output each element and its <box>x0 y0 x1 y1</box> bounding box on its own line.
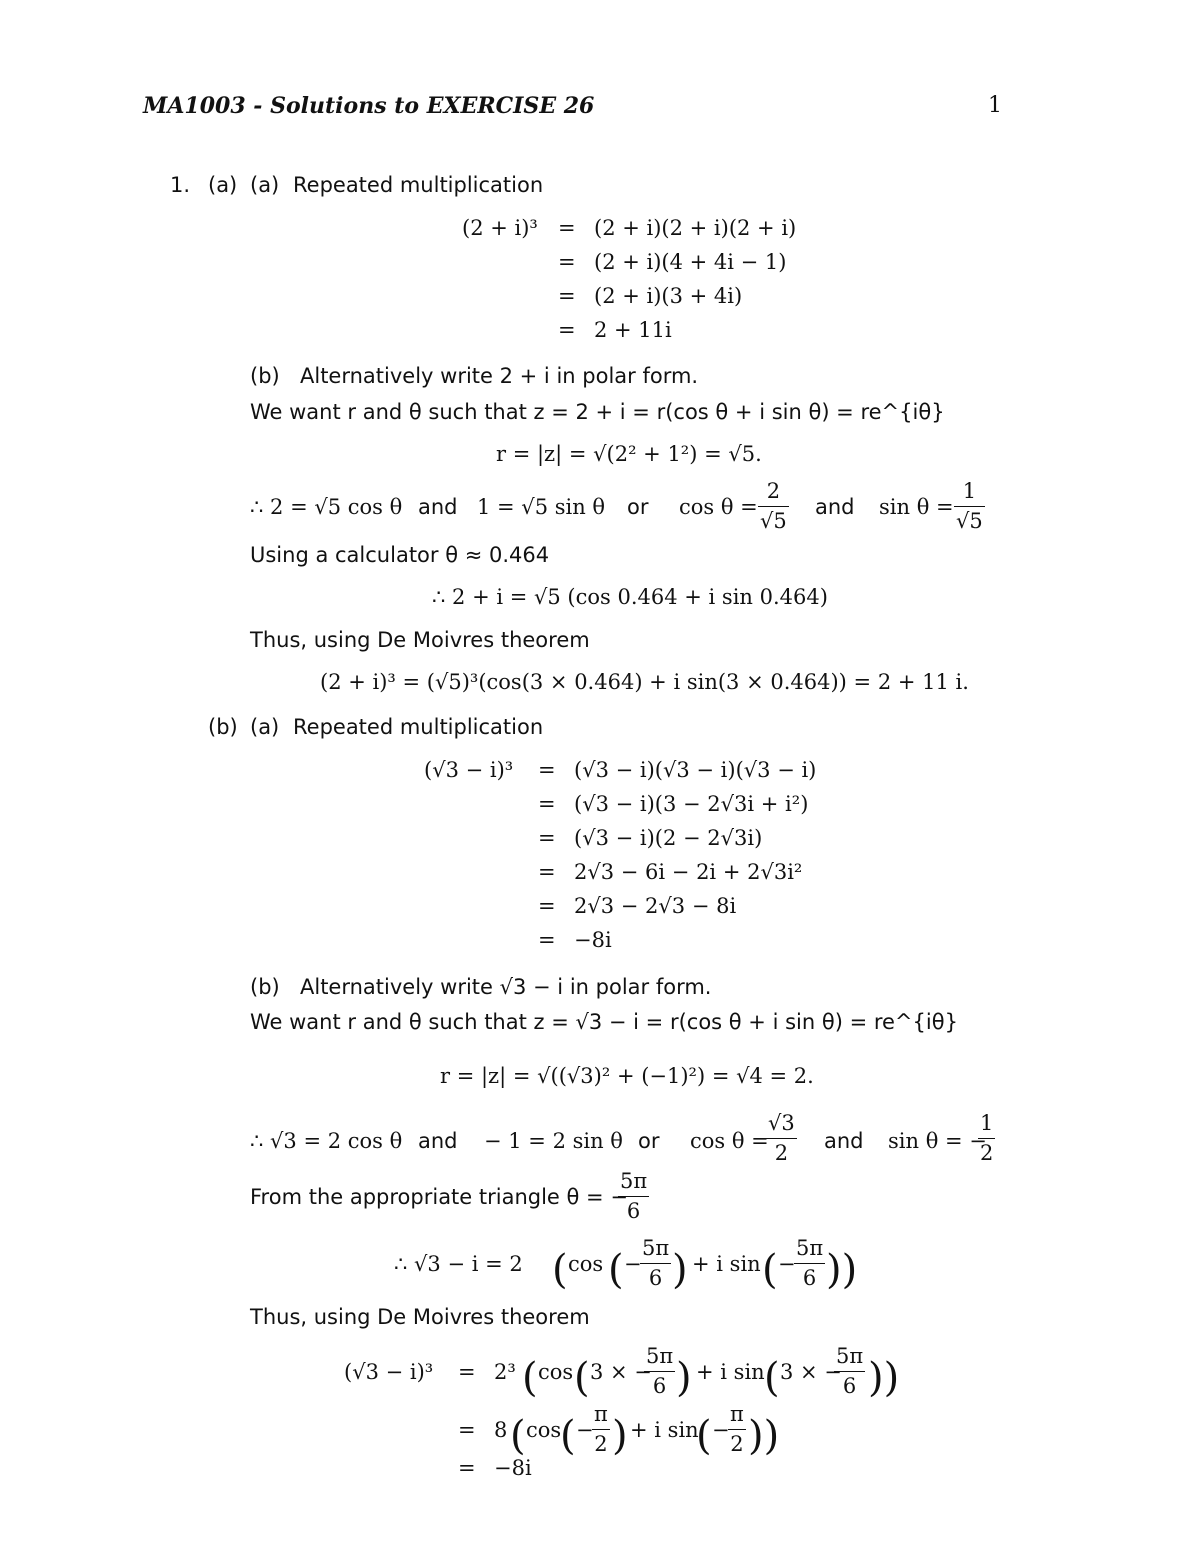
polar-prefix: ∴ √3 − i = 2 <box>394 1252 523 1276</box>
fraction-numerator: √3 <box>766 1112 797 1139</box>
sin-lhs: sin θ = − <box>888 1129 987 1153</box>
angle-fraction <box>794 1237 825 1290</box>
part-b-sub-a-label: (a) <box>250 715 280 739</box>
fraction-numerator: 2 <box>758 480 789 507</box>
fraction-numerator: π <box>728 1403 746 1430</box>
big-paren: )) <box>748 1413 780 1459</box>
sin-lhs: sin θ = <box>879 495 954 519</box>
big-paren: )) <box>826 1247 858 1293</box>
big-paren: ) <box>672 1247 688 1293</box>
eq-rel: = <box>558 216 576 240</box>
part-a-label: (a) <box>208 173 238 197</box>
cos-word: cos <box>568 1252 604 1276</box>
final-row3: −8i <box>494 1456 532 1480</box>
eq-rhs: (2 + i)(3 + 4i) <box>594 284 743 308</box>
fraction-denominator: √5 <box>956 509 983 534</box>
final-lhs: (√3 − i)³ <box>344 1360 434 1384</box>
minus-sign: − <box>624 1252 642 1276</box>
or-word: or <box>638 1129 660 1153</box>
angle-fraction <box>834 1345 865 1398</box>
cos-word: cos <box>526 1418 562 1442</box>
big-paren: ( <box>522 1355 538 1401</box>
eq-rel: = <box>538 758 556 782</box>
cos-fraction <box>766 1112 797 1165</box>
eq-lhs: (√3 − i)³ <box>424 758 514 782</box>
minus-sign: − <box>576 1418 594 1442</box>
cos-word: cos <box>538 1360 574 1384</box>
part-a-sub-b-label: (b) <box>250 364 280 388</box>
want-line: We want r and θ such that z = 2 + i = r(cos θ + i sin θ) = re^{iθ} <box>250 400 945 424</box>
eq-rhs: 2√3 − 6i − 2i + 2√3i² <box>574 860 803 884</box>
polar-form-line: ∴ 2 + i = √5 (cos 0.464 + i sin 0.464) <box>432 585 828 609</box>
calculator-line: Using a calculator θ ≈ 0.464 <box>250 543 550 567</box>
fraction-numerator: 5π <box>794 1237 825 1264</box>
eq-rel: = <box>538 860 556 884</box>
eq-rel: = <box>458 1418 476 1442</box>
big-paren: ( <box>696 1413 712 1459</box>
eq-rel: = <box>558 250 576 274</box>
i-sin-word: + i sin <box>630 1418 699 1442</box>
de-moivre-result: (2 + i)³ = (√5)³(cos(3 × 0.464) + i sin(3 × 0.464)) = 2 + 11 i. <box>320 670 969 694</box>
fraction-numerator: 1 <box>954 480 985 507</box>
final-row1-pre: 2³ <box>494 1360 516 1384</box>
sin-eq: 1 = √5 sin θ <box>477 495 606 519</box>
fraction-numerator: 5π <box>644 1345 675 1372</box>
and-word: and <box>815 495 855 519</box>
question-number: 1. <box>170 173 191 197</box>
cos-fraction <box>758 480 789 533</box>
fraction-numerator: 5π <box>618 1170 649 1197</box>
eq-rhs: (2 + i)(4 + 4i − 1) <box>594 250 787 274</box>
part-a-sub-a-label: (a) <box>250 173 280 197</box>
minus-sign: − <box>712 1418 730 1442</box>
sin-fraction <box>978 1112 995 1165</box>
and-word: and <box>418 495 458 519</box>
de-moivre-intro: Thus, using De Moivres theorem <box>250 628 590 652</box>
want-line: We want r and θ such that z = √3 − i = r(cos θ + i sin θ) = re^{iθ} <box>250 1010 958 1034</box>
final-row2-pre: 8 <box>494 1418 508 1442</box>
minus-sign: − <box>778 1252 796 1276</box>
eq-rhs: (√3 − i)(3 − 2√3i + i²) <box>574 792 809 816</box>
cos-lhs: cos θ = <box>690 1129 769 1153</box>
eq-rel: = <box>538 792 556 816</box>
eq-rel: = <box>538 826 556 850</box>
eq-rhs: (√3 − i)(√3 − i)(√3 − i) <box>574 758 817 782</box>
eq-rel: = <box>538 894 556 918</box>
fraction-denominator: 2 <box>774 1141 789 1166</box>
modulus-line: r = |z| = √((√3)² + (−1)²) = √4 = 2. <box>440 1064 814 1088</box>
eq-lhs: (2 + i)³ <box>462 216 538 240</box>
part-b-sub-b-label: (b) <box>250 975 280 999</box>
big-paren: ( <box>510 1413 526 1459</box>
angle-fraction <box>592 1403 610 1456</box>
part-b-sub-a-title: Repeated multiplication <box>293 715 544 739</box>
big-paren: ( <box>762 1247 778 1293</box>
eq-rel: = <box>458 1360 476 1384</box>
big-paren: ( <box>552 1247 568 1293</box>
fraction-numerator: π <box>592 1403 610 1430</box>
page-number: 1 <box>988 93 1002 118</box>
triangle-line: From the appropriate triangle θ = − <box>250 1185 628 1209</box>
and-word: and <box>824 1129 864 1153</box>
big-paren: ( <box>574 1355 590 1401</box>
fraction-denominator: 6 <box>802 1266 817 1291</box>
fraction-denominator: 6 <box>652 1374 667 1399</box>
eq-rel: = <box>558 284 576 308</box>
sin-fraction <box>954 480 985 533</box>
eq-rel: = <box>538 928 556 952</box>
and-word: and <box>418 1129 458 1153</box>
eq-rhs: 2√3 − 2√3 − 8i <box>574 894 737 918</box>
fraction-numerator: 1 <box>978 1112 995 1139</box>
part-b-label: (b) <box>208 715 238 739</box>
fraction-denominator: √5 <box>760 509 787 534</box>
part-b-sub-b-title: Alternatively write √3 − i in polar form. <box>300 975 712 999</box>
fraction-denominator: 6 <box>842 1374 857 1399</box>
fraction-numerator: 5π <box>834 1345 865 1372</box>
eq-rel: = <box>458 1456 476 1480</box>
cos-lhs: cos θ = <box>679 495 758 519</box>
arg-text: 3 × − <box>780 1360 842 1384</box>
triangle-fraction <box>618 1170 649 1223</box>
big-paren: ) <box>676 1355 692 1401</box>
eq-rhs: 2 + 11i <box>594 318 672 342</box>
fraction-denominator: 6 <box>648 1266 663 1291</box>
fraction-numerator: 5π <box>640 1237 671 1264</box>
therefore-eq: ∴ √3 = 2 cos θ <box>250 1129 403 1153</box>
eq-rhs: (2 + i)(2 + i)(2 + i) <box>594 216 797 240</box>
fraction-denominator: 2 <box>730 1432 744 1457</box>
big-paren: ( <box>764 1355 780 1401</box>
angle-fraction <box>728 1403 746 1456</box>
arg-text: 3 × − <box>590 1360 652 1384</box>
page-title: MA1003 - Solutions to EXERCISE 26 <box>143 93 595 119</box>
i-sin-word: + i sin <box>692 1252 761 1276</box>
therefore-eq: ∴ 2 = √5 cos θ <box>250 495 403 519</box>
eq-rhs: (√3 − i)(2 − 2√3i) <box>574 826 763 850</box>
angle-fraction <box>640 1237 671 1290</box>
part-a-sub-b-title: Alternatively write 2 + i in polar form. <box>300 364 699 388</box>
fraction-denominator: 2 <box>980 1141 994 1166</box>
de-moivre-intro: Thus, using De Moivres theorem <box>250 1305 590 1329</box>
i-sin-word: + i sin <box>696 1360 765 1384</box>
fraction-denominator: 2 <box>594 1432 608 1457</box>
part-a-sub-a-title: Repeated multiplication <box>293 173 544 197</box>
eq-rel: = <box>558 318 576 342</box>
or-word: or <box>627 495 649 519</box>
eq-rhs: −8i <box>574 928 612 952</box>
big-paren: ( <box>560 1413 576 1459</box>
angle-fraction <box>644 1345 675 1398</box>
big-paren: )) <box>868 1355 900 1401</box>
sin-eq: − 1 = 2 sin θ <box>484 1129 623 1153</box>
fraction-denominator: 6 <box>626 1199 641 1224</box>
big-paren: ( <box>608 1247 624 1293</box>
modulus-line: r = |z| = √(2² + 1²) = √5. <box>496 442 762 466</box>
big-paren: ) <box>612 1413 628 1459</box>
